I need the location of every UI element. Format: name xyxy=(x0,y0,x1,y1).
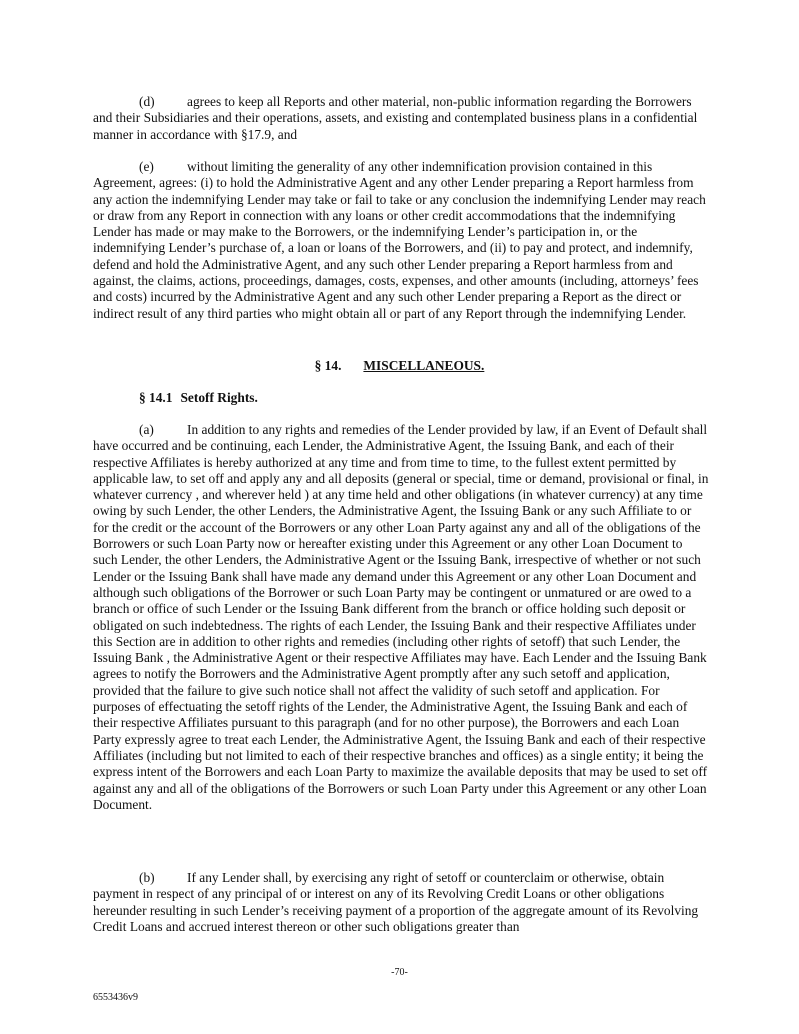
subsection-number: § 14.1 xyxy=(139,390,173,405)
paragraph-a xyxy=(93,422,709,813)
section-title: MISCELLANEOUS. xyxy=(363,358,485,373)
section-heading xyxy=(0,358,799,374)
subsection-title: Setoff Rights. xyxy=(180,390,258,405)
paragraph-d-text: agrees to keep all Reports and other material, non-public information regarding the Borrowers and their Subsidiaries and their operations, assets, and existing and contemplated business plans in a confidential manner in accordance with §17.9, and xyxy=(93,94,698,142)
paragraph-b xyxy=(93,870,709,935)
paragraph-e-text: without limiting the generality of any other indemnification provision contained in this Agreement, agrees: (i) to hold the Administrative Agent and any other Lender preparing a Report harmless from any action the indemnifying Lender may take or fail to take or any conclusion the indemnifying Lender may reach or draw from any Report in connection with any loans or other credit accommodations that the indemnifying Lender has made or may make to the Borrowers, or the indemnifying Lender’s participation in, or the indemnifying Lender’s purchase of, a loan or loans of the Borrowers, and (ii) to pay and protect, and indemnify, defend and hold the Administrative Agent, and any such other Lender preparing a Report harmless from and against, the claims, actions, proceedings, damages, costs, expenses, and other amounts (including, attorneys’ fees and costs) incurred by the Administrative Agent and any such other Lender preparing a Report as the direct or indirect result of any third parties who might obtain all or part of any Report through the indemnifying Lender. xyxy=(93,159,706,321)
paragraph-b-marker: (b) xyxy=(139,870,155,885)
subsection-heading xyxy=(139,390,258,406)
page-number: -70- xyxy=(391,967,408,978)
paragraph-a-text: In addition to any rights and remedies of the Lender provided by law, if an Event of Default shall have occurred and be continuing, each Lender, the Administrative Agent, the Issuing Bank, and each of their respective Affiliates is hereby authorized at any time and from time to time, to the fullest extent permitted by applicable law, to set off and apply any and all deposits (general or special, time or demand, provisional or final, in whatever currency , and wherever held ) at any time held and other obligations (in whatever currency) at any time owing by such Lender, the other Lenders, the Administrative Agent, the Issuing Bank or any such Affiliate to or for the credit or the account of the Borrowers or any other Loan Party against any and all of the obligations of the Borrowers or such Loan Party now or hereafter existing under this Agreement or any other Loan Document to such Lender, the other Lenders, the Administrative Agent or the Issuing Bank, irrespective of whether or not such Lender or the Issuing Bank shall have made any demand under this Agreement or any other Loan Document and although such obligations of the Borrower or such Loan Party may be contingent or unmatured or are owed to a branch or office of such Lender or the Issuing Bank different from the branch or office holding such deposit or obligated on such indebtedness. The rights of each Lender, the Issuing Bank and their respective Affiliates under this Section are in addition to other rights and remedies (including other rights of setoff) that such Lender, the Issuing Bank , the Administrative Agent or their respective Affiliates may have. Each Lender and the Issuing Bank agrees to notify the Borrowers and the Administrative Agent promptly after any such setoff and application, provided that the failure to give such notice shall not affect the validity of such setoff and application. For purposes of effectuating the setoff rights of the Lender, the Administrative Agent, the Issuing Bank and each of their respective Affiliates pursuant to this paragraph (and for no other purpose), the Borrowers and each Loan Party expressly agree to treat each Lender, the Administrative Agent, the Issuing Bank and each of their respective Affiliates (including but not limited to each of their respective branches and offices) as a single entity; it being the express intent of the Borrowers and each Loan Party to maximize the available deposits that may be used to set off against any and all of the obligations of the Borrowers or such Loan Party under this Agreement or any other Loan Document. xyxy=(93,422,709,812)
paragraph-d-marker: (d) xyxy=(139,94,155,109)
document-id: 6553436v9 xyxy=(93,992,138,1003)
paragraph-e xyxy=(93,159,709,322)
paragraph-b-text: If any Lender shall, by exercising any right of setoff or counterclaim or otherwise, obtain payment in respect of any principal of or interest on any of its Revolving Credit Loans or other obligations hereunder resulting in such Lender’s receiving payment of a proportion of the aggregate amount of its Revolving Credit Loans and accrued interest thereon or other such obligations greater than xyxy=(93,870,699,934)
section-number: § 14. xyxy=(314,358,342,373)
paragraph-a-marker: (a) xyxy=(139,422,154,437)
paragraph-d xyxy=(93,94,709,143)
paragraph-e-marker: (e) xyxy=(139,159,154,174)
